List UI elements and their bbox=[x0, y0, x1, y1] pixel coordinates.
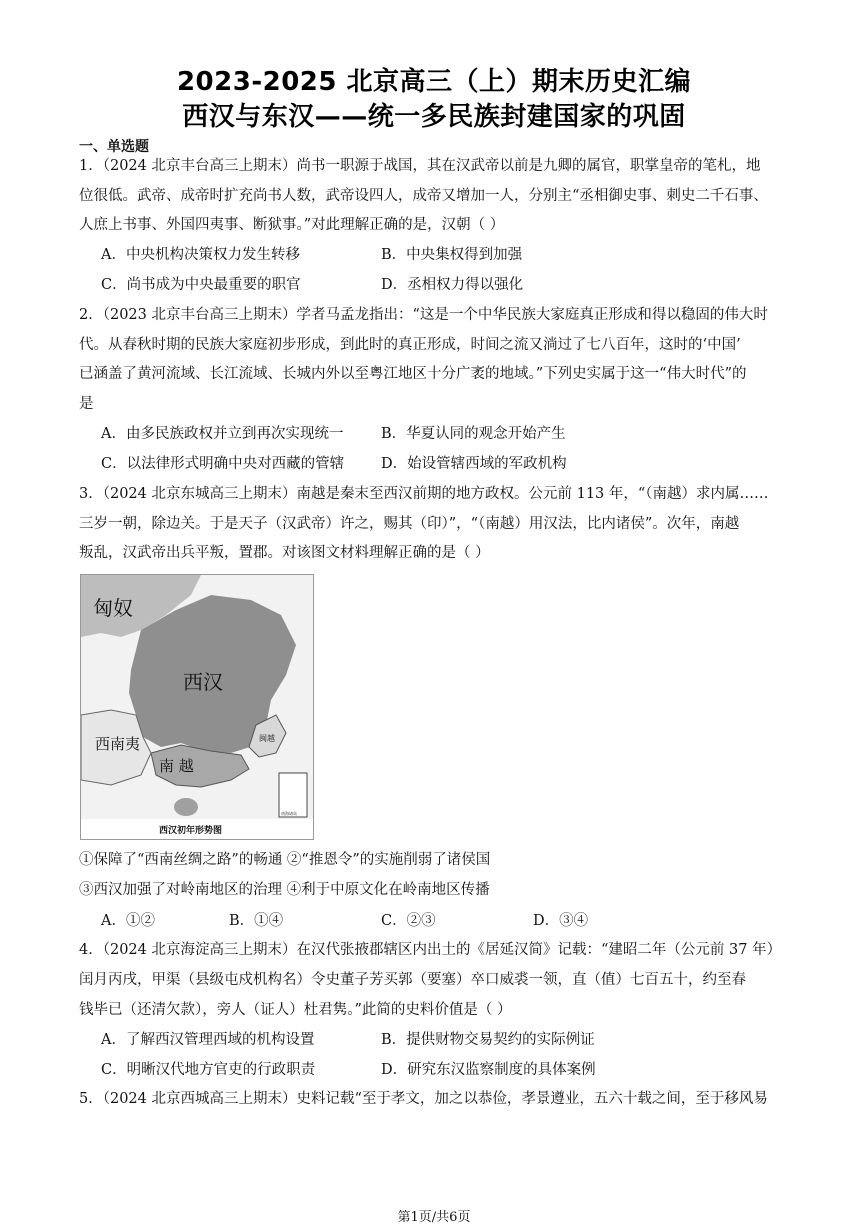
q3-statement-2: ③西汉加强了对岭南地区的治理 ④利于中原文化在岭南地区传播 bbox=[79, 882, 490, 898]
q1-option-c: C．尚书成为中央最重要的职官 bbox=[101, 277, 301, 293]
doc-subtitle: 西汉与东汉——统一多民族封建国家的巩固 bbox=[182, 102, 686, 132]
q1-line-2: 位很低。武帝、成帝时扩充尚书人数，武帝设四人，成帝又增加一人，分别主“丞相御史事、刺史二千石事、 bbox=[79, 188, 768, 204]
q4-option-c: C．明晰汉代地方官吏的行政职责 bbox=[101, 1062, 316, 1078]
map-graphic bbox=[81, 575, 313, 839]
section-heading: 一、单选题 bbox=[79, 139, 149, 155]
q4-line-2: 闰月丙戌，甲渠（县级屯戍机构名）令史董子芳买郭（要塞）卒口威裘一领，直（值）七百五十，约至春 bbox=[79, 972, 746, 988]
map-label-xiongnu: 匈奴 bbox=[93, 596, 133, 620]
q3-option-b: B．①④ bbox=[229, 913, 284, 929]
map-label-xihan: 西汉 bbox=[183, 670, 223, 694]
q4-line-3: 钱毕已（还清欠款），旁人（证人）杜君隽。”此简的史料价值是（ ） bbox=[79, 1002, 512, 1018]
doc-title: 2023-2025 北京高三（上）期末历史汇编 bbox=[176, 67, 692, 97]
q1-line-3: 人庶上书事、外国四夷事、断狱事。”对此理解正确的是，汉朝（ ） bbox=[79, 217, 505, 233]
map-caption: 西汉初年形势图 bbox=[159, 826, 223, 836]
map-label-inset: 南海诸岛 bbox=[281, 811, 297, 816]
map-label-nanyue: 南 越 bbox=[159, 757, 194, 775]
q2-option-b: B．华夏认同的观念开始产生 bbox=[381, 426, 566, 442]
q1-option-a: A．中央机构决策权力发生转移 bbox=[101, 247, 300, 263]
q2-option-c: C．以法律形式明确中央对西藏的管辖 bbox=[101, 456, 345, 472]
island-shape bbox=[174, 798, 198, 816]
q5-line-1: 5．（2024 北京西城高三上期末）史料记载“至于孝文，加之以恭俭，孝景遵业，五六十载之间，至于移风易 bbox=[79, 1091, 768, 1107]
q3-line-2: 三岁一朝，除边关。于是天子（汉武帝）许之，赐其（印）”，“（南越）用汉法，比内诸侯”。次年，南越 bbox=[79, 516, 740, 532]
q4-line-1: 4．（2024 北京海淀高三上期末）在汉代张掖郡辖区内出土的《居延汉简》记载：“建昭二年（公元前 37 年） bbox=[79, 942, 782, 958]
q1-option-b: B．中央集权得到加强 bbox=[381, 247, 523, 263]
q1-line-1: 1．（2024 北京丰台高三上期末）尚书一职源于战国，其在汉武帝以前是九卿的属官，职掌皇帝的笔札，地 bbox=[79, 158, 761, 174]
map-label-minyue: 闽越 bbox=[259, 734, 275, 743]
q2-line-1: 2．（2023 北京丰台高三上期末）学者马孟龙指出：“这是一个中华民族大家庭真正形成和得以稳固的伟大时 bbox=[79, 307, 768, 323]
q3-line-3: 叛乱，汉武帝出兵平叛，置郡。对该图文材料理解正确的是（ ） bbox=[79, 545, 490, 561]
q2-option-d: D．始设管辖西域的军政机构 bbox=[381, 456, 567, 472]
q3-option-d: D．③④ bbox=[533, 913, 589, 929]
q1-option-d: D．丞相权力得以强化 bbox=[381, 277, 524, 293]
q2-line-2: 代。从春秋时期的民族大家庭初步形成，到此时的真正形成，时间之流又淌过了七八百年，这时的‘中国’ bbox=[79, 337, 741, 353]
q2-option-a: A．由多民族政权并立到再次实现统一 bbox=[101, 426, 344, 442]
q2-line-3: 已涵盖了黄河流域、长江流域、长城内外以至粤江地区十分广袤的地域。”下列史实属于这一“伟大时代”的 bbox=[79, 366, 747, 382]
q4-option-d: D．研究东汉监察制度的具体案例 bbox=[381, 1062, 596, 1078]
q3-option-c: C．②③ bbox=[381, 913, 436, 929]
q3-option-a: A．①② bbox=[101, 913, 155, 929]
historical-map bbox=[80, 574, 314, 840]
q4-option-b: B．提供财物交易契约的实际例证 bbox=[381, 1032, 595, 1048]
q3-line-1: 3．（2024 北京东城高三上期末）南越是秦末至西汉前期的地方政权。公元前 113 年，“（南越）求内属…… bbox=[79, 486, 769, 502]
q3-statement-1: ①保障了“西南丝绸之路”的畅通 ②“推恩令”的实施削弱了诸侯国 bbox=[79, 852, 491, 868]
q4-option-a: A．了解西汉管理西域的机构设置 bbox=[101, 1032, 315, 1048]
q2-line-4: 是 bbox=[79, 396, 94, 412]
map-label-xinanyi: 西南夷 bbox=[95, 735, 141, 753]
page-footer: 第1页/共6页 bbox=[397, 1210, 471, 1225]
